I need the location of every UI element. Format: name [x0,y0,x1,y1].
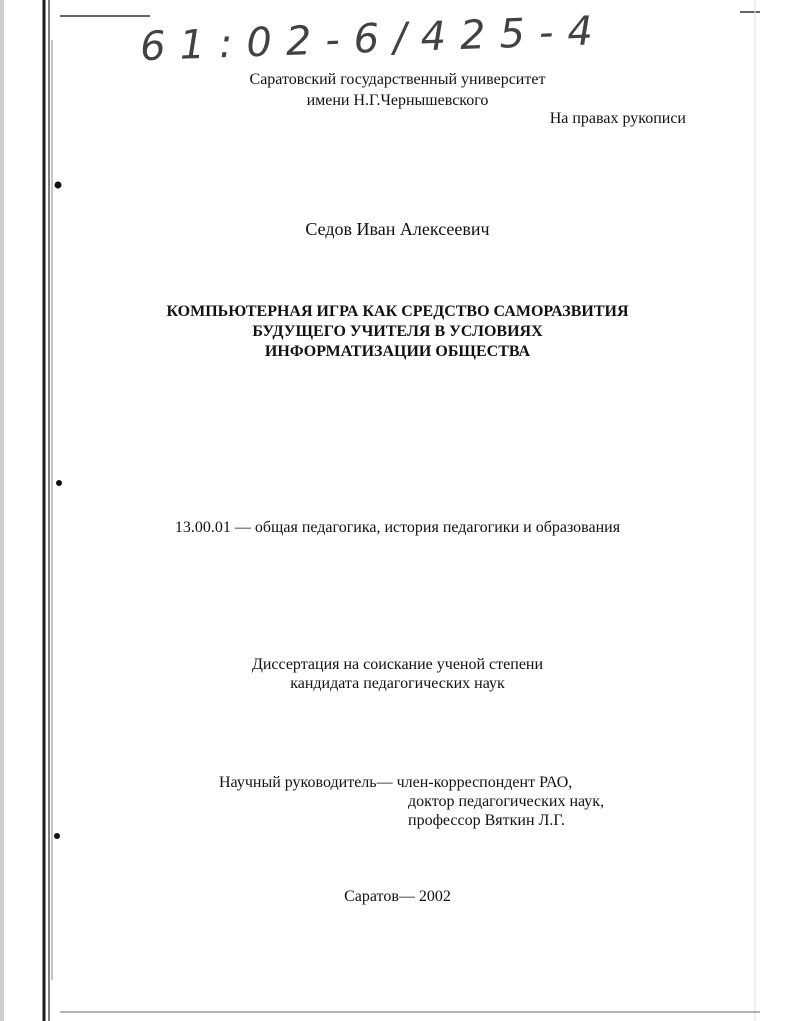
specialty-code: 13.00.01 — общая педагогика, история педагогики и образования [174,519,621,536]
title-line: КОМПЬЮТЕРНАЯ ИГРА КАК СРЕДСТВО САМОРАЗВИТИЯ [166,303,629,320]
advisor-degree: доктор педагогических наук, [408,793,605,810]
author-name: Седов Иван Алексеевич [305,219,490,239]
handwritten-archive-mark: 61:02-6/425-4 [139,7,608,71]
university-named-after: имени Н.Г.Чернышевского [306,92,489,109]
degree-statement: Диссертация на соискание ученой степени [251,656,544,673]
title-line: БУДУЩЕГО УЧИТЕЛЯ В УСЛОВИЯХ [252,323,543,340]
degree-name: кандидата педагогических наук [290,675,505,692]
dissertation-title [0,302,795,362]
university-name: Саратовский государственный университет [249,71,546,88]
title-line: ИНФОРМАТИЗАЦИИ ОБЩЕСТВА [264,343,531,360]
manuscript-rights-note: На правах рукописи [549,110,686,127]
advisor-name: профессор Вяткин Л.Г. [408,812,565,829]
advisor-line: Научный руководитель— член-корреспондент РАО, [219,774,573,791]
place-year: Саратов— 2002 [344,888,451,905]
